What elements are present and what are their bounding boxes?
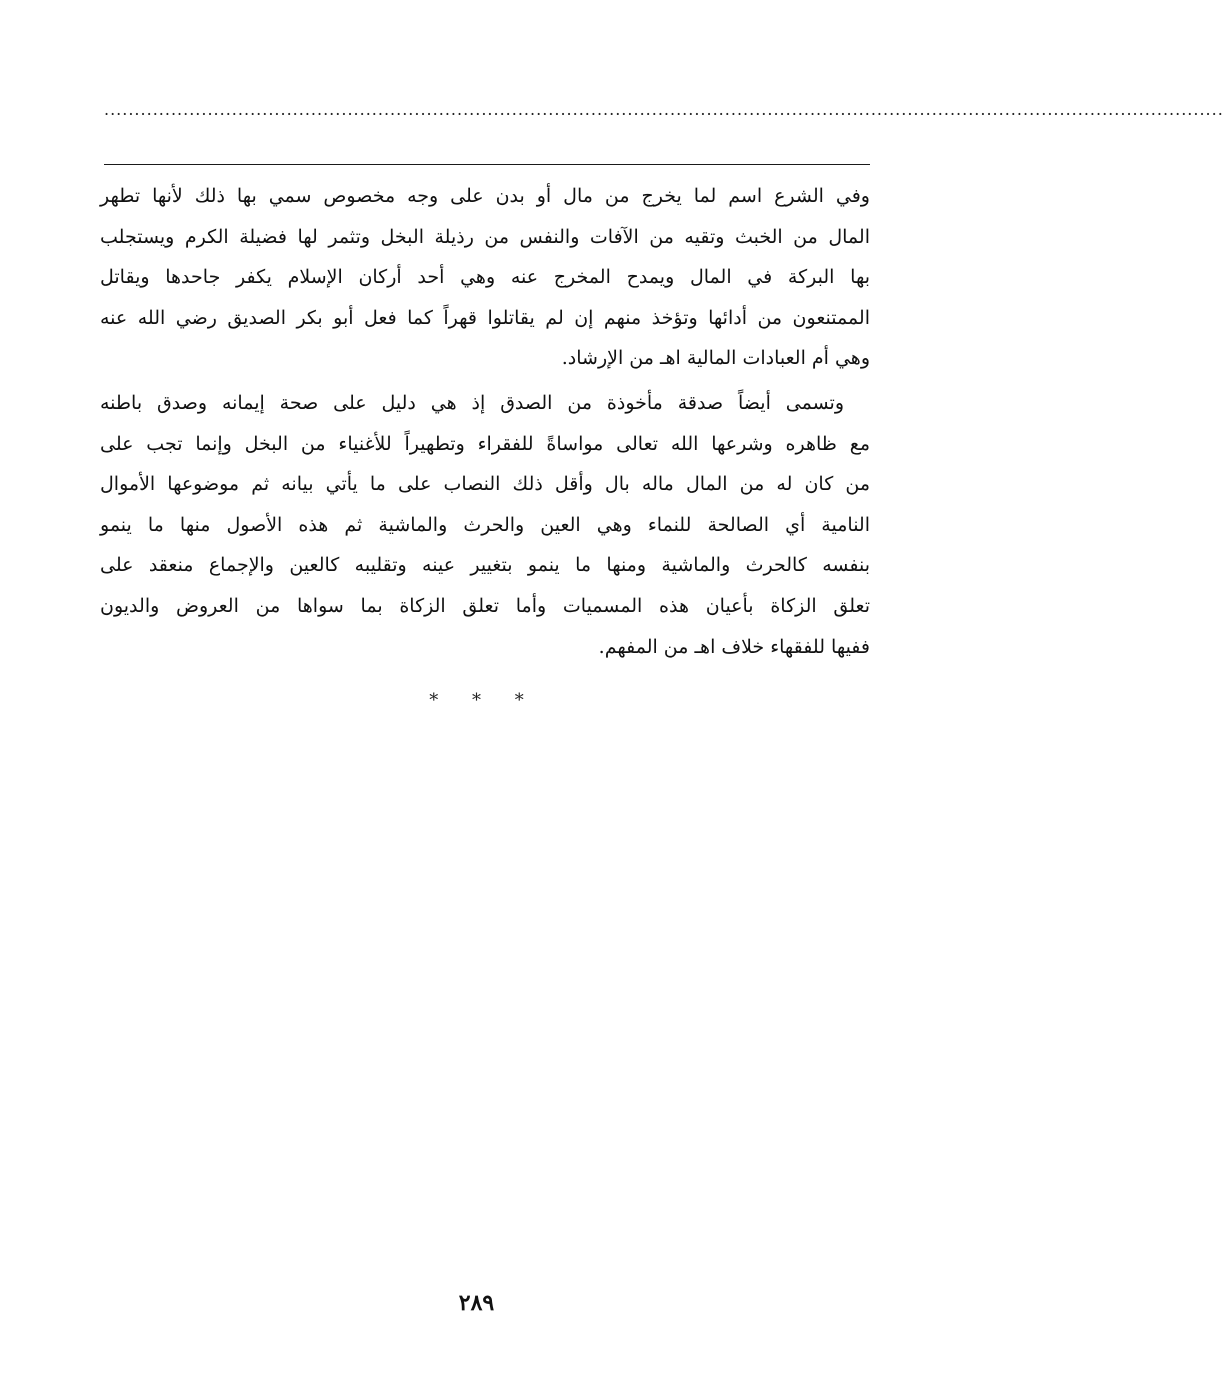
dotted-header-line: ........................................................................................................................................................................................: [104, 100, 1224, 119]
paragraph: [100, 176, 870, 379]
text-line: بها البركة في المال ويمدح المخرج عنه وهي أحد أركان الإسلام يكفر جاحدها ويقاتل: [100, 266, 870, 289]
text-line: ففيها للفقهاء خلاف اهـ من المفهم.: [598, 635, 870, 658]
text-line: مع ظاهره وشرعها الله تعالى مواساةً للفقراء وتطهيراً للأغنياء من البخل وإنما تجب على: [100, 432, 870, 455]
text-line: وفي الشرع اسم لما يخرج من مال أو بدن على وجه مخصوص سمي بها ذلك لأنها تطهر: [100, 185, 870, 207]
section-separator: * * *: [429, 690, 524, 711]
text-line: تعلق الزكاة بأعيان هذه المسميات وأما تعلق الزكاة بما سواها من العروض والديون: [100, 594, 870, 617]
text-line: وهي أم العبادات المالية اهـ من الإرشاد.: [561, 347, 870, 370]
header-rule: [104, 164, 870, 165]
text-line: من كان له من المال ماله بال وأقل ذلك النصاب على ما يأتي بيانه ثم موضوعها الأموال: [100, 473, 870, 496]
page-number: ٢٨٩: [458, 1290, 495, 1316]
text-line: وتسمى أيضاً صدقة مأخوذة من الصدق إذ هي دليل على صحة إيمانه وصدق باطنه: [100, 391, 844, 414]
text-line: بنفسه كالحرث والماشية ومنها ما ينمو بتغيير عينه وتقليبه كالعين والإجماع منعقد على: [100, 554, 870, 577]
paragraph: [100, 383, 870, 667]
main-text: [100, 176, 870, 667]
text-line: المال من الخبث وتقيه من الآفات والنفس من رذيلة البخل وتثمر لها فضيلة الكرم ويستجلب: [100, 225, 870, 248]
text-line: الممتنعون من أدائها وتؤخذ منهم إن لم يقاتلوا قهراً كما فعل أبو بكر الصديق رضي الله عنه: [100, 306, 870, 329]
text-line: النامية أي الصالحة للنماء وهي العين والحرث والماشية ثم هذه الأصول منها ما ينمو: [100, 513, 870, 536]
